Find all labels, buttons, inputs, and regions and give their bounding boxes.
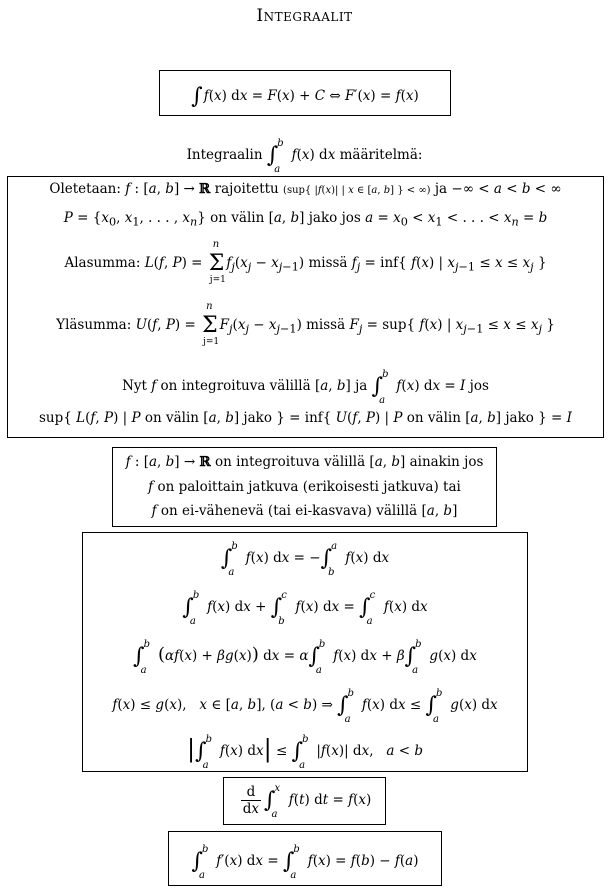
fundamental-theorem-box: [223, 777, 386, 825]
newton-leibniz-box: [168, 831, 442, 886]
definition-upper-sum: Yläsumma: U(f, P) = Σ n j=1 $F_j(x_j - x_{j-1})$ missä $F_j = sup${ f(x) | $x_{j-1} \le x \le x_j$ }: [56, 301, 555, 347]
definition-box: [7, 176, 604, 438]
integrability-line-3: f on ei-vähenevä (tai ei-kasvava) välillä [a, b]: [151, 503, 458, 519]
fundamental-theorem-formula: $\frac{d}{dx}$ ∫ x a f(t) dt = f(x): [242, 783, 372, 820]
antiderivative-box: [159, 70, 451, 116]
property-additivity: ∫ b a f(x) dx + ∫ c b f(x) dx = ∫ c a f(x) dx: [182, 590, 428, 627]
integrability-box: [112, 447, 497, 527]
definition-heading: Integraalin ∫ b a f(x) dx määritelmä:: [186, 138, 423, 175]
property-reverse-limits: ∫ b a f(x) dx = −∫ a b f(x) dx: [220, 541, 390, 578]
page-title: Integraalit: [256, 6, 353, 26]
definition-partition: $P = \{x_0$, $x_1$, . . . , $x_n$} on välin [a, b] jako jos $a = x_0 < x_1$ < . . . < $x_n = b$: [63, 210, 548, 229]
definition-lower-sum: Alasumma: L(f, P) = Σ n j=1 $f_j(x_j - x_{j-1})$ missä $f_j = inf${ f(x) | $x_{j-1} \le x \le x_j$ }: [64, 239, 547, 285]
antiderivative-formula: ∫f(x) dx = F(x) + C ⇔ F′(x) = f(x): [191, 84, 419, 109]
properties-box: [82, 532, 528, 772]
property-triangle-inequality: |∫ b a f(x) dx| ≤ ∫ b a |f(x)| dx, a < b: [187, 734, 423, 771]
integrability-line-1: f : [a, b] → ℝ on integroituva välillä [a, b] ainakin jos: [125, 454, 484, 470]
integrability-line-2: f on paloittain jatkuva (erikoisesti jatkuva) tai: [148, 479, 461, 495]
property-monotonicity: f(x) ≤ g(x), x ∈ [a, b], (a < b) ⇒ ∫ b a f(x) dx ≤ ∫ b a g(x) dx: [112, 688, 498, 725]
definition-integrable: Nyt f on integroituva välillä [a, b] ja ∫ b a f(x) dx = I jos: [122, 369, 489, 406]
property-linearity: ∫ b a (αf(x) + βg(x)) dx = α∫ b a f(x) dx + β∫ b a g(x) dx: [133, 639, 477, 676]
newton-leibniz-formula: ∫ b a f′(x) dx = ∫ b a f(x) = f(b) − f(a): [191, 844, 419, 881]
definition-assumption: Oletetaan: f : [a, b] → ℝ rajoitettu (sup{ |f(x)| | x ∈ [a, b] } < ∞) ja −∞ < a < b < ∞: [49, 181, 562, 197]
definition-condition: sup{ L(f, P) | P on välin [a, b] jako } = inf{ U(f, P) | P on välin [a, b] jako } = I: [39, 410, 572, 426]
